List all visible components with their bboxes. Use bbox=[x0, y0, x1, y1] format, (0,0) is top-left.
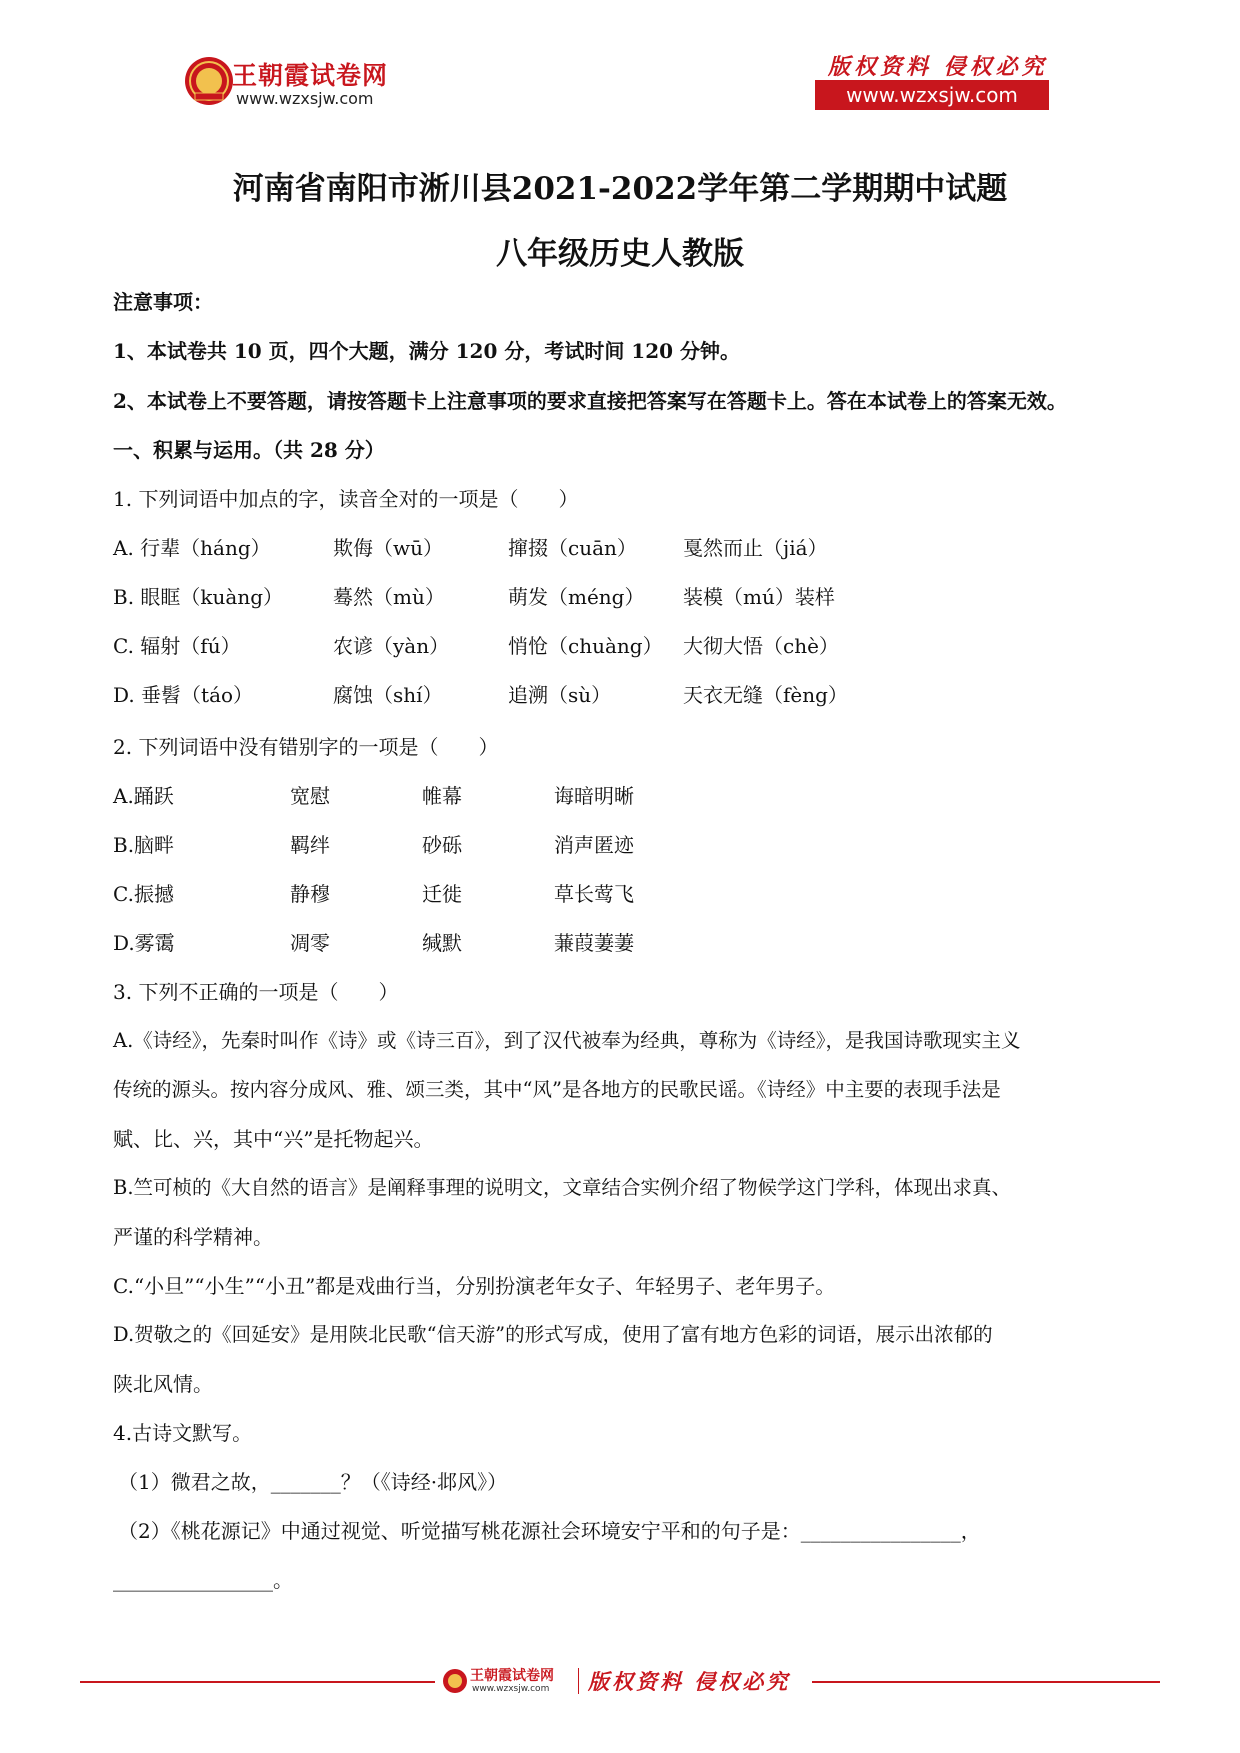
q1-option-a-2: 欺侮（wū） bbox=[333, 536, 443, 560]
header-brand-url: www.wzxsjw.com bbox=[236, 89, 374, 108]
question-2-stem: 2. 下列词语中没有错别字的一项是（ ） bbox=[113, 735, 499, 759]
notice-heading: 注意事项： bbox=[113, 290, 213, 314]
q3-option-c-line-1: C.“小旦”“小生”“小丑”都是戏曲行当，分别扮演老年女子、年轻男子、老年男子。 bbox=[113, 1274, 836, 1298]
q1-option-c-2: 农谚（yàn） bbox=[333, 634, 450, 658]
footer-right-rule bbox=[812, 1681, 1160, 1683]
q3-option-d-line-1: D.贺敬之的《回延安》是用陕北民歌“信天游”的形式写成，使用了富有地方色彩的词语，展示出浓郁的 bbox=[113, 1323, 993, 1346]
q2-option-b-4: 消声匿迹 bbox=[554, 833, 634, 857]
q1-option-c-1: C. 辐射（fú） bbox=[113, 634, 241, 658]
q2-option-d-4: 蒹葭萋萋 bbox=[554, 931, 634, 955]
question-1-stem: 1. 下列词语中加点的字，读音全对的一项是（ ） bbox=[113, 487, 579, 511]
question-4-stem: 4.古诗文默写。 bbox=[113, 1421, 253, 1445]
q3-option-a-line-3: 赋、比、兴，其中“兴”是托物起兴。 bbox=[113, 1127, 434, 1151]
q2-option-a-4: 诲暗明晰 bbox=[554, 784, 634, 808]
q1-option-b-2: 蓦然（mù） bbox=[333, 585, 445, 609]
header-copyright-notice: 版权资料 侵权必究 bbox=[828, 54, 1048, 80]
q3-option-b-line-1: B.竺可桢的《大自然的语言》是阐释事理的说明文，文章结合实例介绍了物候学这门学科，体现出求真、 bbox=[113, 1176, 1012, 1199]
question-3-stem: 3. 下列不正确的一项是（ ） bbox=[113, 980, 399, 1004]
q2-option-b-2: 羁绊 bbox=[290, 833, 330, 857]
footer-separator bbox=[578, 1668, 579, 1694]
q1-option-d-4: 天衣无缝（fèng） bbox=[683, 683, 848, 707]
q3-option-d-line-2: 陕北风情。 bbox=[113, 1372, 213, 1396]
notice-item-2: 2、本试卷上不要答题，请按答题卡上注意事项的要求直接把答案写在答题卡上。答在本试卷上的答案无效。 bbox=[113, 389, 1067, 413]
exam-subtitle: 八年级历史人教版 bbox=[496, 236, 744, 272]
q1-option-a-1: A. 行辈（háng） bbox=[113, 536, 271, 560]
q2-option-a-1: A.踊跃 bbox=[113, 784, 174, 808]
q2-option-c-1: C.振撼 bbox=[113, 882, 174, 906]
q1-option-b-4: 装模（mú）装样 bbox=[683, 585, 835, 609]
footer-brand-name: 王朝霞试卷网 bbox=[470, 1668, 554, 1684]
q1-option-d-2: 腐蚀（shí） bbox=[333, 683, 443, 707]
q1-option-d-1: D. 垂髫（táo） bbox=[113, 683, 254, 707]
footer-copyright-notice: 版权资料 侵权必究 bbox=[588, 1669, 791, 1694]
notice-item-1: 1、本试卷共 10 页，四个大题，满分 120 分，考试时间 120 分钟。 bbox=[113, 339, 741, 363]
q3-option-a-line-2: 传统的源头。按内容分成风、雅、颂三类，其中“风”是各地方的民歌民谣。《诗经》中主要的表现手法是 bbox=[113, 1078, 1001, 1101]
q1-option-c-4: 大彻大悟（chè） bbox=[683, 634, 839, 658]
q4-item-1: （1）微君之故，_______？（《诗经·邶风》） bbox=[118, 1470, 508, 1494]
exam-title: 河南省南阳市淅川县2021-2022学年第二学期期中试题 bbox=[232, 171, 1008, 207]
q3-option-b-line-2: 严谨的科学精神。 bbox=[113, 1225, 273, 1249]
section-1-heading: 一、积累与运用。（共 28 分） bbox=[113, 438, 385, 462]
q3-option-a-line-1: A.《诗经》，先秦时叫作《诗》或《诗三百》，到了汉代被奉为经典，尊称为《诗经》，是我国诗歌现实主义 bbox=[113, 1029, 1021, 1052]
q2-option-a-2: 宽慰 bbox=[290, 784, 330, 808]
q2-option-b-3: 砂砾 bbox=[422, 833, 462, 857]
q2-option-c-3: 迁徙 bbox=[422, 882, 462, 906]
footer-seal-logo bbox=[442, 1668, 468, 1694]
footer-brand-url: www.wzxsjw.com bbox=[472, 1684, 550, 1694]
footer-left-rule bbox=[80, 1681, 435, 1683]
q2-option-c-2: 静穆 bbox=[290, 882, 330, 906]
header-brand-name: 王朝霞试卷网 bbox=[232, 61, 389, 90]
header-copyright-url: www.wzxsjw.com bbox=[815, 80, 1049, 110]
q4-item-2-line-2: ________________。 bbox=[113, 1568, 293, 1592]
brand-seal-logo bbox=[183, 55, 235, 107]
q2-option-a-3: 帷幕 bbox=[422, 784, 462, 808]
q2-option-c-4: 草长莺飞 bbox=[554, 882, 634, 906]
q1-option-a-4: 戛然而止（jiá） bbox=[683, 536, 828, 560]
q1-option-b-1: B. 眼眶（kuàng） bbox=[113, 585, 284, 609]
q1-option-c-3: 悄怆（chuàng） bbox=[508, 634, 663, 658]
q2-option-d-3: 缄默 bbox=[422, 931, 462, 955]
q1-option-b-3: 萌发（méng） bbox=[508, 585, 645, 609]
q2-option-d-1: D.雾霭 bbox=[113, 931, 175, 955]
q4-item-2-line-1: （2）《桃花源记》中通过视觉、听觉描写桃花源社会环境安宁平和的句子是：________________， bbox=[118, 1519, 981, 1543]
q1-option-a-3: 撺掇（cuān） bbox=[508, 536, 637, 560]
q1-option-d-3: 追溯（sù） bbox=[508, 683, 612, 707]
q2-option-b-1: B.脑畔 bbox=[113, 833, 175, 857]
q2-option-d-2: 凋零 bbox=[290, 931, 330, 955]
